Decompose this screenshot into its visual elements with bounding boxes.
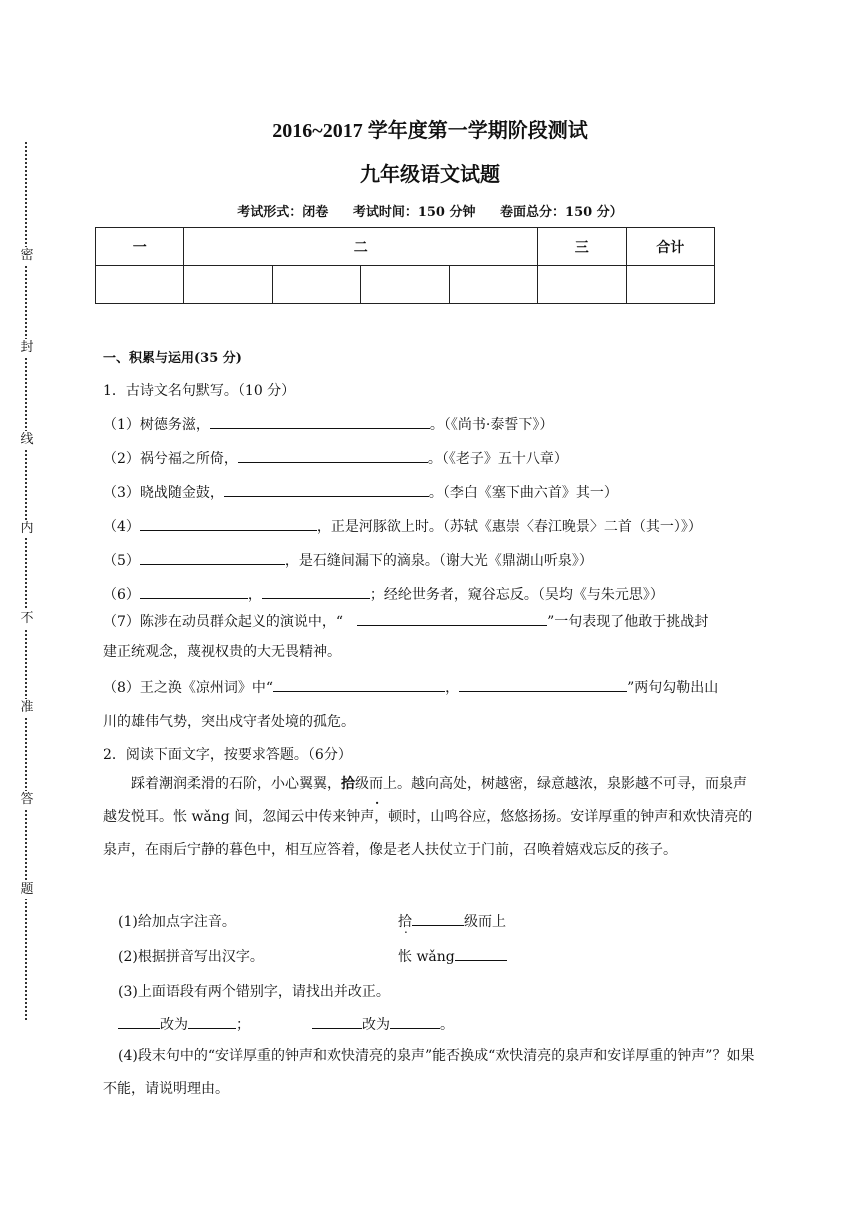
answer-blank[interactable]	[118, 1014, 160, 1029]
subquestion: (3)上面语段有两个错别字，请找出并改正。	[118, 984, 390, 1000]
exam-total: 卷面总分：150 分）	[500, 205, 623, 220]
reading-passage: 踩着潮润柔滑的石阶，小心翼翼，拾 .级而上。越向高处，树越密，绿意越浓，泉影越不可寻，而泉声越发悦耳。怅 wǎng 间，忽闻云中传来钟声，顿时，山鸣谷应，悠悠扬扬。安详厚重的钟声和欢快清亮的泉声，在雨后宁静的暮色中，相互应答着，像是老人扶仗立于门前，召唤着嬉戏忘反的孩子。	[103, 768, 758, 867]
question-item: （2）祸兮福之所倚， 。（《老子》五十八章）	[103, 448, 568, 468]
answer-blank[interactable]	[140, 584, 248, 599]
score-table	[95, 227, 715, 304]
question-item: （6） ， ；经纶世务者，窥谷忘反。（吴均《与朱元思》）	[103, 584, 664, 604]
question-item: （3）晓战随金鼓， 。（李白《塞下曲六首》其一）	[103, 482, 618, 502]
exam-subtitle: 九年级语文试题	[360, 162, 500, 186]
score-header-total: 合计	[626, 228, 715, 266]
answer-blank[interactable]	[140, 550, 285, 565]
score-header-2: 二	[184, 228, 538, 266]
seal-char: 线	[20, 432, 34, 447]
seal-char: 不	[20, 611, 34, 626]
subquestion-answer: 怅 wǎng	[398, 946, 507, 966]
score-header-3: 三	[538, 228, 626, 266]
question-title: 1．古诗文名句默写。（10 分）	[103, 383, 296, 399]
question-item: （1）树德务滋， 。（《尚书·泰誓下》）	[103, 414, 553, 434]
score-cell[interactable]	[538, 266, 626, 304]
exam-form: 考试形式：闭卷	[237, 205, 329, 220]
question-title: 2．阅读下面文字，按要求答题。（6分）	[103, 747, 352, 763]
section-heading: 一、积累与运用(35 分)	[103, 351, 242, 366]
score-cell[interactable]	[361, 266, 449, 304]
seal-char: 题	[20, 882, 34, 897]
question-item: （5） ，是石缝间漏下的滴泉。（谢大光《鼎湖山听泉》）	[103, 550, 593, 570]
subquestion: (4)段末句中的“安详厚重的钟声和欢快清亮的泉声”能否换成“欢快清亮的泉声和安详厚重的钟声”？如果不能，请说明理由。	[103, 1048, 755, 1097]
seal-char: 封	[20, 340, 34, 355]
subquestion: (2)根据拼音写出汉字。	[118, 949, 264, 965]
answer-blank[interactable]	[224, 482, 429, 497]
answer-blank[interactable]	[357, 611, 547, 626]
question-item-cont: 川的雄伟气势，突出戍守者处境的孤危。	[103, 714, 355, 730]
question-item-cont: 建正统观念，蔑视权贵的大无畏精神。	[103, 644, 341, 660]
subquestion: (1)给加点字注音。	[118, 914, 236, 930]
seal-char: 答	[20, 792, 34, 807]
answer-blank[interactable]	[140, 516, 317, 531]
answer-blank[interactable]	[238, 448, 428, 463]
answer-blank[interactable]	[390, 1014, 440, 1029]
answer-blank[interactable]	[455, 946, 507, 961]
question-item: （8）王之涣《凉州词》中“ ， ”两句勾勒出山	[103, 677, 718, 697]
exam-info	[0, 201, 860, 220]
score-cell[interactable]	[449, 266, 537, 304]
subquestion-answer: 拾 级而上	[398, 911, 506, 931]
seal-char: 准	[20, 700, 34, 715]
score-cell[interactable]	[626, 266, 715, 304]
answer-blank[interactable]	[412, 911, 464, 926]
question-item: （4） ，正是河豚欲上时。（苏轼《惠崇〈春江晚景〉二首（其一）》）	[103, 516, 702, 536]
score-cell[interactable]	[96, 266, 184, 304]
exam-time: 考试时间：150 分钟	[352, 205, 476, 220]
score-header-1: 一	[96, 228, 184, 266]
answer-blank[interactable]	[459, 677, 627, 692]
answer-blank[interactable]	[273, 677, 445, 692]
question-item: （7）陈涉在动员群众起义的演说中，“ ”一句表现了他敢于挑战封	[103, 611, 708, 631]
answer-blank[interactable]	[188, 1014, 236, 1029]
score-cell[interactable]	[272, 266, 360, 304]
seal-char: 内	[20, 521, 34, 536]
answer-blank[interactable]	[262, 584, 370, 599]
seal-char: 密	[20, 248, 34, 263]
answer-blank[interactable]	[210, 414, 430, 429]
subquestion-answer: 改为 ； 改为 。	[118, 1014, 454, 1034]
score-cell[interactable]	[184, 266, 272, 304]
exam-title: 2016~2017 学年度第一学期阶段测试	[272, 120, 588, 142]
answer-blank[interactable]	[312, 1014, 362, 1029]
